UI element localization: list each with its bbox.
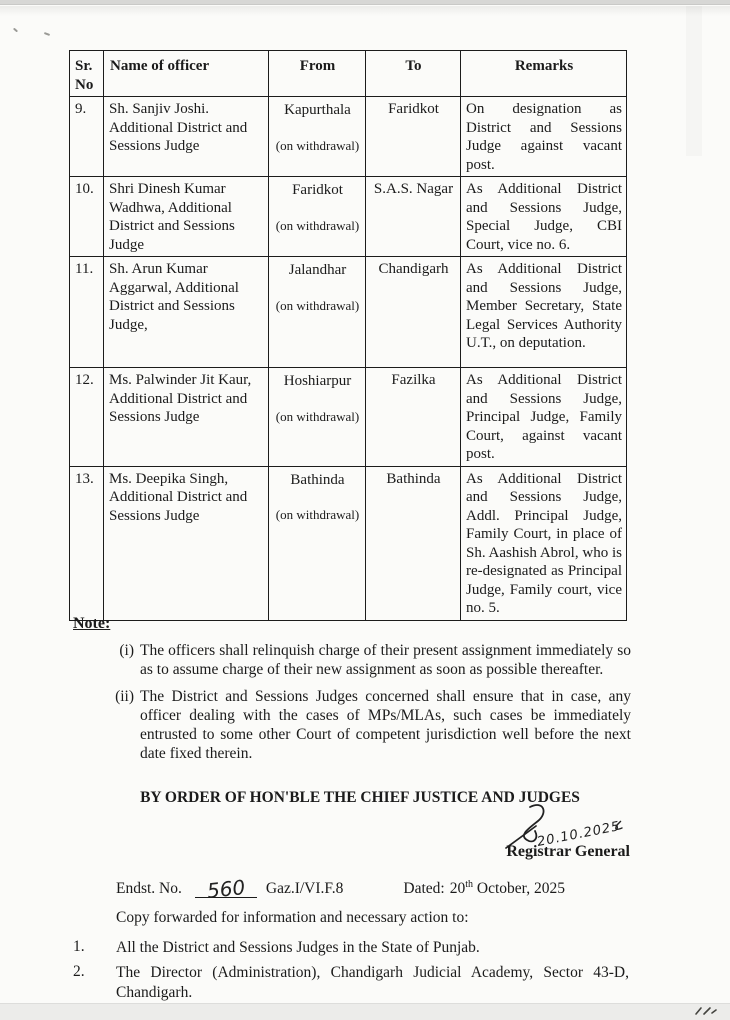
col-header-from: From (269, 51, 366, 97)
recipient-text: The Director (Administration), Chandigarh Judicial Academy, Sector 43-D, Chandigarh. (116, 964, 629, 1001)
date-rest: October, 2025 (476, 880, 565, 898)
scan-corner-mark (694, 1006, 718, 1016)
from-place: Faridkot (292, 182, 343, 198)
note-heading: Note: (73, 615, 111, 632)
remarks-cell: On designation as District and Sessions Judge against vacant post. (461, 97, 627, 177)
officer-name-cell: Ms. Palwinder Jit Kaur, Additional District and Sessions Judge (104, 368, 269, 467)
sr-cell: 10. (70, 177, 104, 257)
registrar-general-title: Registrar General (506, 843, 630, 860)
by-order-line: BY ORDER OF HON'BLE THE CHIEF JUSTICE AND JUDGES (140, 789, 580, 806)
endst-number-blank (195, 875, 257, 904)
recipient-number: 1. (73, 938, 85, 955)
from-cell (269, 257, 366, 368)
withdrawal-note: (on withdrawal) (275, 408, 360, 424)
col-header-name: Name of officer (104, 51, 269, 97)
scan-top-fade (0, 6, 730, 16)
scan-speck (13, 28, 18, 33)
table-row (70, 466, 627, 620)
note-list (115, 641, 631, 771)
from-cell (269, 466, 366, 620)
remarks-cell: As Additional District and Sessions Judge, Addl. Principal Judge, Family Court, in place of Sh. Aashish Abrol, who is re-designated as Principal Judge, Family court, vice no. 5. (461, 466, 627, 620)
remarks-cell: As Additional District and Sessions Judge, Principal Judge, Family Court, against vacant post. (461, 368, 627, 467)
note-item-text: The District and Sessions Judges concerned shall ensure that in case, any officer dealing with the cases of MPs/MLAs, such cases be immediately entrusted to some other Court of competent jurisdiction well before the next date fixed therein. (140, 688, 631, 762)
sr-cell: 9. (70, 97, 104, 177)
date-ordinal: th (465, 879, 474, 890)
officer-name-cell: Sh. Arun Kumar Aggarwal, Additional District and Sessions Judge, (104, 257, 269, 368)
scan-bottom-edge (0, 1003, 730, 1020)
table-header-row (70, 51, 627, 97)
dated-label: Dated: (403, 880, 445, 898)
remarks-cell: As Additional District and Sessions Judge, Member Secretary, State Legal Services Authority U.T., on deputation. (461, 257, 627, 368)
from-place: Hoshiarpur (283, 373, 352, 389)
to-cell: Faridkot (366, 97, 461, 177)
officer-name-cell: Shri Dinesh Kumar Wadhwa, Additional District and Sessions Judge (104, 177, 269, 257)
note-item-marker: (ii) (115, 688, 134, 705)
table-row (70, 97, 627, 177)
to-cell: S.A.S. Nagar (366, 177, 461, 257)
scan-speck (44, 32, 50, 36)
table-row (70, 257, 627, 368)
col-header-sr-no: Sr. No (70, 51, 104, 97)
endst-reference: Gaz.I/VI.F.8 (265, 880, 344, 898)
from-place: Kapurthala (284, 102, 351, 118)
officer-name-cell: Sh. Sanjiv Joshi. Additional District and Sessions Judge (104, 97, 269, 177)
endorsement-line (116, 875, 628, 904)
note-item-text: The officers shall relinquish charge of their present assignment immediately so as to assume charge of their new assignment as soon as possible thereafter. (140, 642, 631, 678)
endst-label: Endst. No. (116, 880, 182, 898)
endst-number-handwritten: 560 (205, 875, 247, 904)
to-cell: Chandigarh (366, 257, 461, 368)
recipient-number: 2. (73, 963, 85, 980)
col-header-to: To (366, 51, 461, 97)
officer-transfer-table (69, 50, 627, 621)
withdrawal-note: (on withdrawal) (275, 297, 360, 313)
withdrawal-note: (on withdrawal) (275, 137, 360, 153)
table-row (70, 177, 627, 257)
remarks-cell: As Additional District and Sessions Judge, Special Judge, CBI Court, vice no. 6. (461, 177, 627, 257)
from-cell (269, 368, 366, 467)
scan-top-edge (0, 0, 730, 5)
sr-cell: 13. (70, 466, 104, 620)
note-item (115, 687, 631, 763)
to-cell: Fazilka (366, 368, 461, 467)
from-place: Bathinda (290, 471, 345, 488)
copy-forwarded-line: Copy forwarded for information and necessary action to: (116, 909, 469, 926)
sr-cell: 12. (70, 368, 104, 467)
from-place: Jalandhar (288, 262, 347, 278)
date-day: 20 (449, 880, 466, 898)
from-cell (269, 97, 366, 177)
note-item (119, 641, 631, 679)
withdrawal-note: (on withdrawal) (275, 507, 360, 522)
table-row (70, 368, 627, 467)
sr-cell: 11. (70, 257, 104, 368)
withdrawal-note: (on withdrawal) (275, 217, 360, 233)
note-item-marker: (i) (119, 642, 134, 659)
col-header-remarks: Remarks (461, 51, 627, 97)
officer-name-cell: Ms. Deepika Singh, Additional District and Sessions Judge (104, 466, 269, 620)
scan-right-streak (686, 6, 702, 156)
from-cell (269, 177, 366, 257)
to-cell: Bathinda (366, 466, 461, 620)
signature-date-text: 20.10.2025 (535, 819, 622, 850)
recipient-text: All the District and Sessions Judges in the State of Punjab. (116, 939, 480, 956)
